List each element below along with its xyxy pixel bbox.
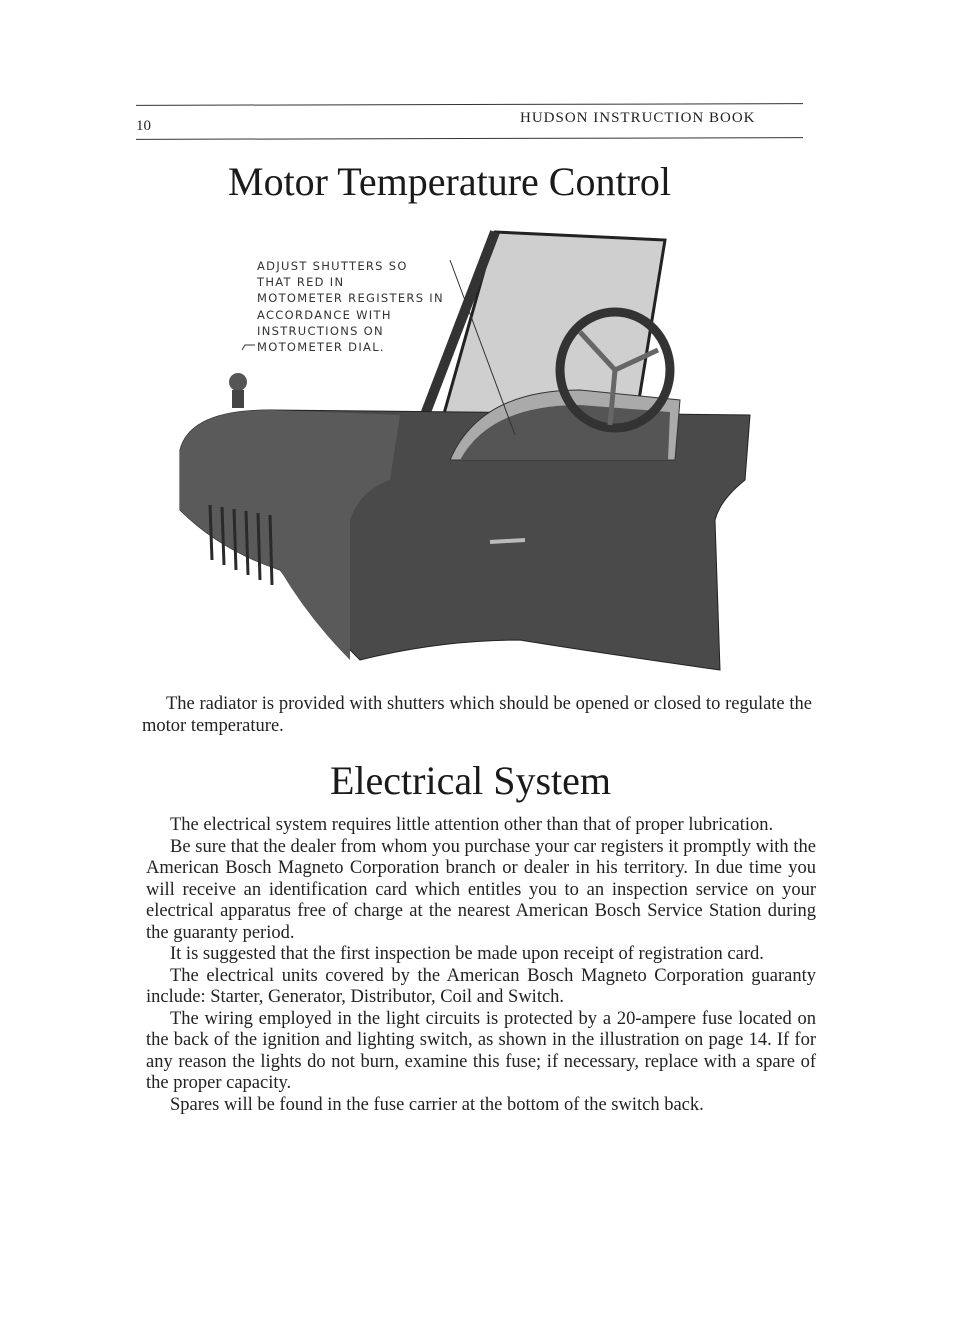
- callout-line: ADJUST SHUTTERS SO: [257, 259, 408, 273]
- header-rule-bottom: [136, 137, 803, 140]
- callout-line: ACCORDANCE WITH: [257, 307, 392, 322]
- header-rule-top: [136, 103, 803, 106]
- running-head: HUDSON INSTRUCTION BOOK: [520, 110, 756, 126]
- car-cowl-illustration: [160, 220, 760, 690]
- callout-line: INSTRUCTIONS ON: [257, 323, 384, 338]
- paragraph: The electrical units covered by the American Bosch Magneto Corporation guaranty include: Starter, Generator, Distributor, Coil and Switch.: [146, 965, 816, 1007]
- paragraph: Be sure that the dealer from whom you purchase your car registers it promptly with the American Bosch Magneto Corporation branch or dealer in his territory. In due time you will receive an identification card which entitles you to an inspection service on your electrical apparatus free of charge at the nearest American Bosch Service Station during the guaranty period.: [146, 836, 816, 943]
- callout-line: MOTOMETER REGISTERS IN: [257, 291, 444, 306]
- paragraph-text: The radiator is provided with shutters which should be opened or closed to regulate the motor temperature.: [142, 694, 812, 736]
- radiator-paragraph: [142, 694, 812, 737]
- page-number: 10: [136, 118, 151, 134]
- paragraph: Spares will be found in the fuse carrier at the bottom of the switch back.: [170, 1094, 704, 1115]
- section-title-motor-temperature: Motor Temperature Control: [228, 159, 672, 204]
- paragraph: The wiring employed in the light circuits is protected by a 20-ampere fuse located on the back of the ignition and lighting switch, as shown in the illustration on page 14. If for any reason the lights do not burn, examine this fuse; if necessary, replace with a spare of the proper capacity.: [146, 1008, 816, 1093]
- paragraph: The electrical system requires little attention other than that of proper lubrication.: [170, 815, 774, 835]
- section-title-electrical-system: Electrical System: [330, 758, 612, 803]
- paragraph: It is suggested that the first inspection be made upon receipt of registration card.: [170, 944, 764, 964]
- callout-line: MOTOMETER DIAL.: [257, 340, 385, 355]
- callout-line: THAT RED IN: [257, 275, 345, 290]
- electrical-paragraphs: [146, 815, 816, 1116]
- illustration-callout: [257, 258, 444, 355]
